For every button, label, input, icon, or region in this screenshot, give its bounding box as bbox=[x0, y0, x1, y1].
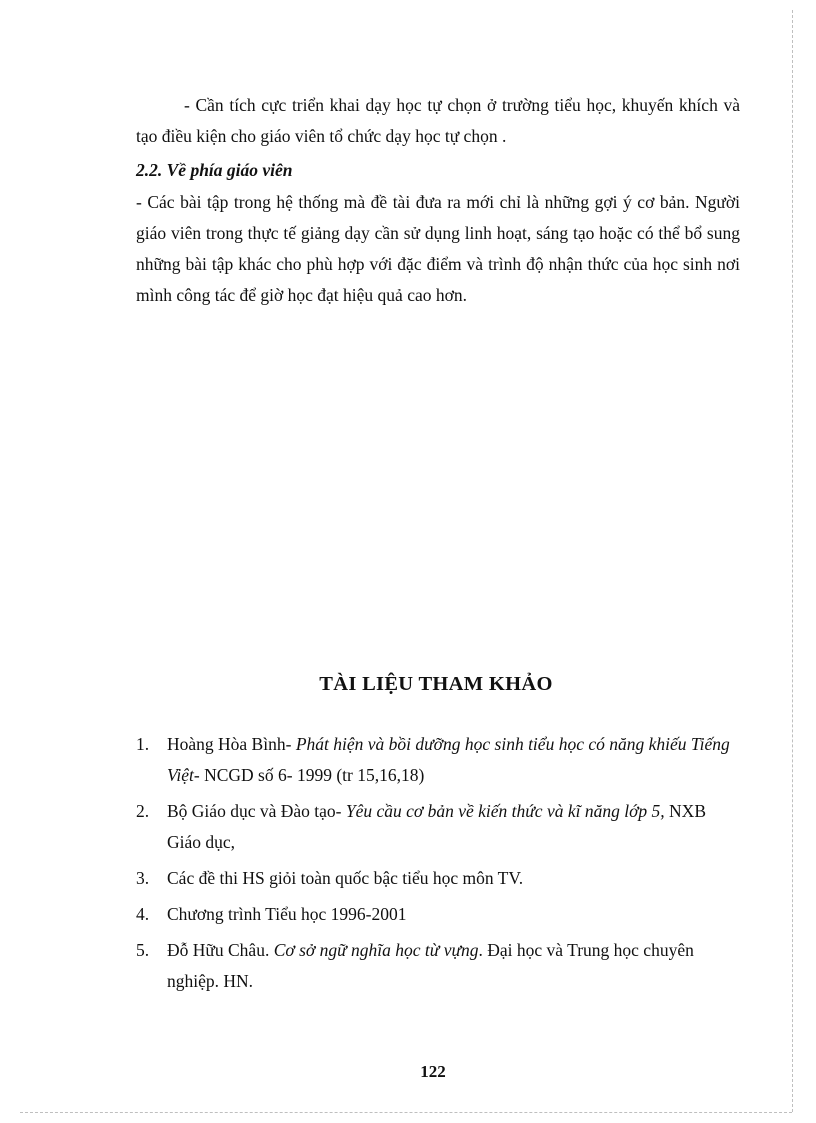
reference-title: Phát hiện và bồi dưỡng học sinh tiểu học có năng khiếu Tiếng Việt bbox=[167, 734, 730, 785]
reference-author: Hoàng Hòa Bình- bbox=[167, 734, 296, 754]
reference-number: 4. bbox=[136, 904, 150, 924]
reference-author: Đỗ Hữu Châu. bbox=[167, 940, 274, 960]
reference-details: - NCGD số 6- 1999 (tr 15,16,18) bbox=[193, 765, 425, 785]
reference-item bbox=[136, 863, 740, 894]
references-title: TÀI LIỆU THAM KHẢO bbox=[319, 673, 553, 695]
reference-details: . Đại học và Trung học chuyên nghiệp. HN. bbox=[167, 940, 694, 991]
page-border-bottom bbox=[20, 1112, 792, 1113]
reference-item bbox=[136, 729, 740, 791]
reference-details: Các đề thi HS giỏi toàn quốc bậc tiểu học môn TV. bbox=[167, 868, 524, 888]
reference-number: 2. bbox=[136, 801, 150, 821]
reference-item bbox=[136, 796, 740, 858]
reference-item bbox=[136, 935, 740, 997]
references-list bbox=[136, 729, 740, 1002]
recommendation-paragraph: - Cần tích cực triển khai dạy học tự chọn ở trường tiểu học, khuyến khích và tạo điều kiện cho giáo viên tổ chức dạy học tự chọn . bbox=[136, 95, 740, 146]
reference-number: 5. bbox=[136, 940, 150, 960]
section-heading-teachers: 2.2. Về phía giáo viên bbox=[136, 160, 293, 180]
reference-details: Chương trình Tiểu học 1996-2001 bbox=[167, 904, 407, 924]
teacher-paragraph: - Các bài tập trong hệ thống mà đề tài đưa ra mới chỉ là những gợi ý cơ bản. Người giáo viên trong thực tế giảng dạy cần sử dụng linh hoạt, sáng tạo hoặc có thể bổ sung những bài tập khác cho phù hợp với đặc điểm và trình độ nhận thức của học sinh nơi mình công tác để giờ học đạt hiệu quả cao hơn. bbox=[136, 192, 740, 305]
reference-item bbox=[136, 899, 740, 930]
reference-title: Cơ sở ngữ nghĩa học từ vựng bbox=[273, 940, 479, 960]
reference-number: 1. bbox=[136, 734, 150, 754]
reference-author: Bộ Giáo dục và Đào tạo- bbox=[167, 801, 346, 821]
reference-details: NXB Giáo dục, bbox=[167, 801, 706, 852]
reference-number: 3. bbox=[136, 868, 150, 888]
page-number: 122 bbox=[420, 1062, 446, 1081]
page-border-right bbox=[792, 10, 793, 1112]
reference-title: Yêu cầu cơ bản về kiến thức và kĩ năng lớp 5, bbox=[345, 801, 665, 821]
